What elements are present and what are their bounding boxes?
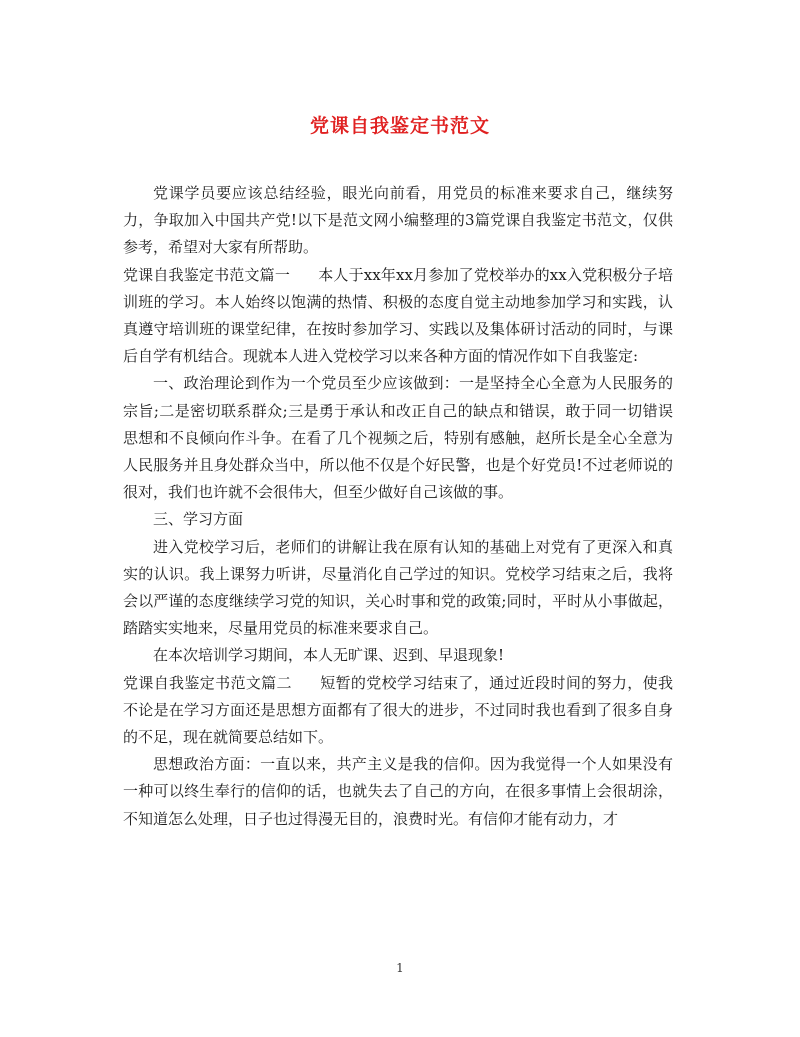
section-one-paragraph xyxy=(123,262,673,371)
politics-paragraph: 一、政治理论到作为一个党员至少应该做到：一是坚持全心全意为人民服务的宗旨;二是密切联系群众;三是勇于承认和改正自己的缺点和错误，敢于同一切错误思想和不良倾向作斗争。在看了几个视频之后，特别有感触，赵所长是全心全意为人民服务并且身处群众当中，所以他不仅是个好民警，也是个好党员!不过老师说的很对，我们也许就不会很伟大，但至少做好自己该做的事。 xyxy=(123,374,673,502)
section-one-heading: 党课自我鉴定书范文篇一 xyxy=(123,265,291,284)
document-title: 党课自我鉴定书范文 xyxy=(309,115,490,137)
section-two-text: 短暂的党校学习结束了，通过近段时间的努力，使我不论是在学习方面还是思想方面都有了很大的进步，不过同时我也看到了很多自身的不足，现在就简要总结如下。 xyxy=(123,673,673,747)
thought-paragraph: 思想政治方面：一直以来，共产主义是我的信仰。因为我觉得一个人如果没有一种可以终生奉行的信仰的话，也就失去了自己的方向，在很多事情上会很胡涂，不知道怎么处理，日子也过得漫无目的，浪费时光。有信仰才能有动力，才 xyxy=(123,755,673,828)
intro-paragraph: 党课学员要应该总结经验，眼光向前看，用党员的标准来要求自己，继续努力，争取加入中国共产党!以下是范文网小编整理的3篇党课自我鉴定书范文，仅供参考，希望对大家有所帮助。 xyxy=(123,184,673,257)
page-number: 1 xyxy=(396,961,404,975)
section-two-heading: 党课自我鉴定书范文篇二 xyxy=(123,673,292,692)
document-body xyxy=(123,180,673,833)
section-one-text: 本人于xx年xx月参加了党校举办的xx入党积极分子培训班的学习。本人始终以饱满的热情、积极的态度自觉主动地参加学习和实践，认真遵守培训班的课堂纪律，在按时参加学习、实践以及集体研讨活动的同时，与课后自学有机结合。现就本人进入党校学习以来各种方面的情况作如下自我鉴定: xyxy=(123,265,673,366)
attendance-paragraph: 在本次培训学习期间，本人无旷课、迟到、早退现象! xyxy=(153,646,505,665)
study-heading: 三、学习方面 xyxy=(153,510,244,529)
section-two-paragraph xyxy=(123,670,673,752)
study-paragraph: 进入党校学习后，老师们的讲解让我在原有认知的基础上对党有了更深入和真实的认识。我上课努力听讲，尽量消化自己学过的知识。党校学习结束之后，我将会以严谨的态度继续学习党的知识，关心时事和党的政策;同时，平时从小事做起，踏踏实实地来，尽量用党员的标准来要求自己。 xyxy=(123,537,673,638)
